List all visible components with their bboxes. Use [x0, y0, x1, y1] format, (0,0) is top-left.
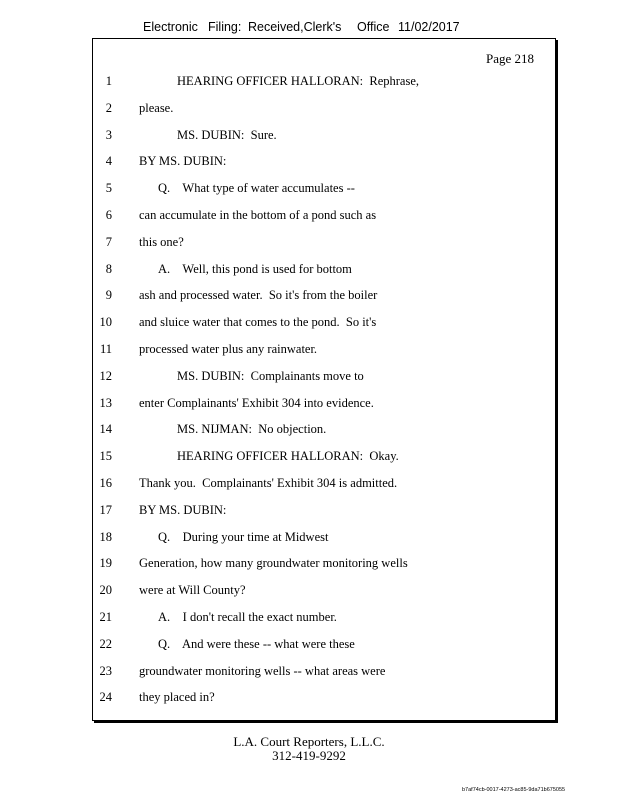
- transcript-line: [0, 128, 618, 146]
- transcript-line: [0, 101, 618, 119]
- line-number: 23: [99, 663, 112, 678]
- line-text: Generation, how many groundwater monitoring wells: [139, 556, 408, 571]
- line-text: were at Will County?: [139, 583, 246, 598]
- line-number: 21: [99, 610, 112, 624]
- line-text: and sluice water that comes to the pond. So it's: [139, 315, 377, 330]
- transcript-line: [0, 396, 618, 414]
- page-number: Page 218: [486, 51, 535, 66]
- line-text: A. I don't recall the exact number.: [158, 610, 337, 624]
- line-text: please.: [139, 100, 174, 115]
- transcript-line: [0, 583, 618, 601]
- line-text: can accumulate in the bottom of a pond such as: [139, 208, 377, 222]
- line-number: 19: [99, 556, 112, 571]
- line-text: Q. During your time at Midwest: [158, 529, 329, 544]
- line-text: HEARING OFFICER HALLORAN: Rephrase,: [177, 74, 419, 88]
- filing-stamp: [0, 20, 618, 38]
- transcript-line: [0, 610, 618, 628]
- line-text: ash and processed water. So it's from the boiler: [139, 288, 378, 303]
- filing-stamp-word: Office: [357, 20, 390, 34]
- line-text: they placed in?: [139, 690, 215, 705]
- line-number: 1: [105, 74, 112, 88]
- filing-stamp-word: Received,Clerk's: [248, 20, 342, 34]
- line-text: BY MS. DUBIN:: [139, 154, 227, 169]
- line-number: 8: [105, 261, 112, 276]
- filing-stamp-word: 11/02/2017: [398, 20, 460, 34]
- line-text: MS. DUBIN: Complainants move to: [177, 368, 364, 383]
- line-text: enter Complainants' Exhibit 304 into evidence.: [139, 395, 374, 410]
- line-text: MS. NIJMAN: No objection.: [177, 422, 327, 437]
- transcript-line: [0, 154, 618, 172]
- transcript-line: [0, 288, 618, 306]
- transcript-line: [0, 449, 618, 467]
- line-number: 9: [105, 288, 112, 303]
- line-number: 2: [105, 100, 112, 115]
- line-number: 20: [99, 583, 112, 598]
- line-text: Thank you. Complainants' Exhibit 304 is admitted.: [139, 476, 398, 490]
- line-number: 22: [99, 636, 112, 651]
- transcript-line: [0, 235, 618, 253]
- court-reporter-phone: 312-419-9292: [272, 748, 346, 763]
- transcript-line: [0, 664, 618, 682]
- line-number: 12: [99, 368, 112, 383]
- line-number: 14: [99, 422, 112, 437]
- court-reporter-name: L.A. Court Reporters, L.L.C.: [233, 734, 385, 749]
- transcript-line: [0, 369, 618, 387]
- line-text: this one?: [139, 234, 184, 249]
- transcript-line: [0, 262, 618, 280]
- transcript-line: [0, 530, 618, 548]
- line-text: A. Well, this pond is used for bottom: [158, 261, 352, 276]
- line-number: 6: [105, 208, 112, 222]
- transcript-line: [0, 74, 618, 92]
- transcript-line: [0, 315, 618, 333]
- transcript-line: [0, 422, 618, 440]
- line-text: Q. What type of water accumulates --: [158, 181, 355, 196]
- line-number: 16: [99, 476, 112, 490]
- document-hash: b7af74cb-0017-4273-ac85-9da71b675055: [462, 787, 566, 793]
- transcript-line: [0, 637, 618, 655]
- filing-stamp-word: Filing:: [208, 20, 242, 34]
- transcript-line: [0, 690, 618, 708]
- transcript-line: [0, 503, 618, 521]
- line-text: processed water plus any rainwater.: [139, 342, 318, 356]
- line-number: 18: [99, 529, 112, 544]
- transcript-line: [0, 181, 618, 199]
- line-number: 15: [99, 449, 112, 464]
- line-number: 10: [99, 315, 112, 330]
- line-text: HEARING OFFICER HALLORAN: Okay.: [177, 449, 399, 464]
- line-number: 3: [105, 127, 112, 142]
- line-number: 7: [105, 234, 112, 249]
- transcript-line: [0, 208, 618, 226]
- line-number: 4: [105, 154, 112, 169]
- line-text: BY MS. DUBIN:: [139, 502, 227, 517]
- line-number: 5: [105, 181, 112, 196]
- transcript-line: [0, 556, 618, 574]
- transcript-line: [0, 476, 618, 494]
- line-text: Q. And were these -- what were these: [158, 636, 355, 651]
- line-text: groundwater monitoring wells -- what areas were: [139, 663, 386, 678]
- filing-stamp-word: Electronic: [143, 20, 198, 34]
- line-text: MS. DUBIN: Sure.: [177, 127, 277, 142]
- line-number: 11: [99, 342, 112, 356]
- line-number: 24: [99, 690, 112, 705]
- line-number: 17: [99, 502, 112, 517]
- line-number: 13: [99, 395, 112, 410]
- transcript-line: [0, 342, 618, 360]
